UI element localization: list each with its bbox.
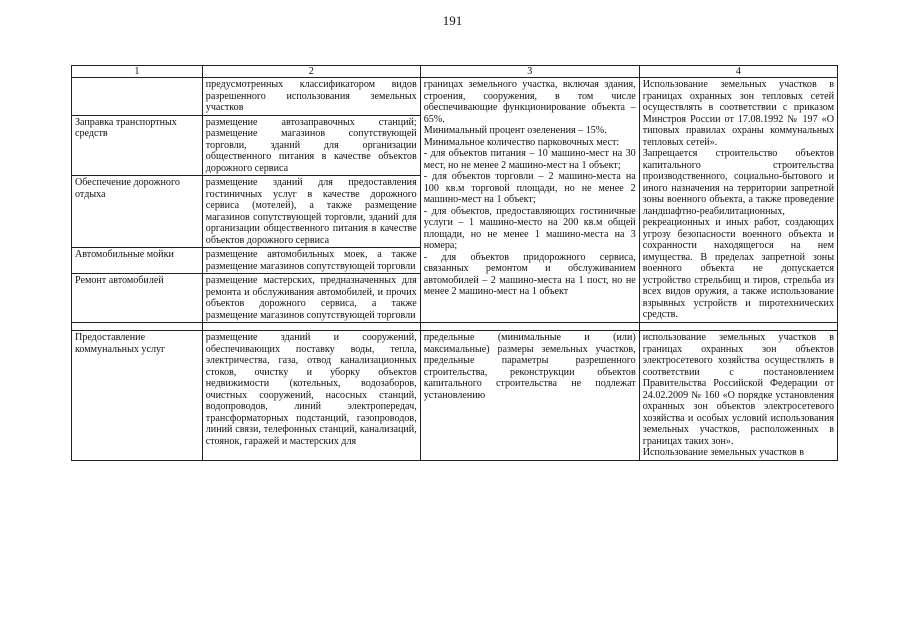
table-row	[72, 331, 838, 461]
column-header: 3	[420, 66, 639, 78]
use-type-name: Автомобильные мойки	[72, 248, 203, 274]
parameter-text: Минимальное количество парковочных мест:	[423, 136, 620, 148]
restriction-text: Использование земельных участков в	[642, 447, 805, 458]
parameter-text: Минимальный процент озеленения – 15%.	[423, 125, 607, 136]
table-row	[72, 78, 838, 116]
parameters-cell: предельные (минимальные и (или) максимальные) размеры земельных участков, предельные параметры разрешенного строительства, реконструкции объектов капитального строительства не подлежат установлению	[420, 331, 639, 461]
restrictions-cell	[639, 331, 837, 461]
use-type-description: размещение зданий и сооружений, обеспечивающих поставку воды, тепла, электричества, газа, отвод канализационных стоков, очистку и уборку объектов недвижимости (котельных, водозаборов, очистных сооружений, насосных станций, водопроводов, линий электропередач, трансформаторных подстанций, газопроводов, линий связи, телефонных станций, канализаций, стоянок, гаражей и мастерских для	[202, 331, 420, 461]
column-header: 2	[202, 66, 420, 78]
use-type-description: размещение зданий для предоставления гостиничных услуг в качестве дорожного сервиса (мотелей), а также размещение магазинов сопутствующей торговли, зданий для организации общественного питания в качестве объектов дорожного сервиса	[202, 176, 420, 248]
use-type-description: размещение автомобильных моек, а также размещение магазинов сопутствующей торговли	[202, 248, 420, 274]
use-type-description: предусмотренных классификатором видов разрешенного использования земельных участков	[202, 78, 420, 116]
use-type-name: Заправка транспортных средств	[72, 115, 203, 176]
parameter-text: - для объектов придорожного сервиса, связанных ремонтом и обслуживанием автомобилей – 2 машино-места на 1 пост, но не менее 2 машино-мест на 1 объект	[423, 251, 636, 297]
parameter-text: - для объектов, предоставляющих гостиничные услуги – 1 машино-место на 200 кв.м общей площади, но не менее 1 машино-места на 3 номера;	[423, 205, 636, 251]
parameter-text: - для объектов торговли – 2 машино-места на 100 кв.м торговой площади, но не менее 2 машино-мест на 1 объект;	[423, 171, 636, 205]
use-type-description: размещение автозаправочных станций; размещение магазинов сопутствующей торговли, зданий для организации общественного питания в качестве объектов дорожного сервиса	[202, 115, 420, 176]
parameter-text: - для объектов питания – 10 машино-мест на 30 мест, но не менее 2 машино-мест на 1 объект;	[423, 148, 636, 171]
parameter-text: границах земельного участка, включая здания, строения, сооружения, в том числе обеспечивающие функционирование объекта – 65%.	[423, 79, 636, 125]
table-header-row	[72, 66, 838, 78]
land-use-table	[71, 65, 838, 461]
use-type-name: Ремонт автомобилей	[72, 274, 203, 323]
restriction-text: использование земельных участков в границах охранных зон объектов электросетевого хозяйства осуществлять в соответствии с постановлением Правительства Российской Федерации от 24.02.2009 № 160 «О порядке установления охранных зон объектов электросетевого хозяйства и особых условий использования земельных участков, расположенных в границах таких зон».	[642, 332, 834, 447]
use-type-name	[72, 78, 203, 116]
column-header: 1	[72, 66, 203, 78]
parameters-cell	[420, 78, 639, 323]
use-type-name: Предоставление коммунальных услуг	[72, 331, 203, 461]
column-header: 4	[639, 66, 837, 78]
use-type-description: размещение мастерских, предназначенных для ремонта и обслуживания автомобилей, и прочих объектов дорожного сервиса, а также размещение магазинов сопутствующей торговли	[202, 274, 420, 323]
page-number: 191	[442, 13, 463, 28]
row-spacer	[72, 323, 838, 331]
restrictions-cell	[639, 78, 837, 323]
restriction-text: Запрещается строительство объектов капитального строительства производственного, социально-бытового и иного назначения на территории запретной зоны военного объекта, а также проведение ландшафтно-реабилитационных, рекреационных и иных работ, создающих угрозу безопасности военного объекта и сохранности находящегося на нем имущества. В пределах запретной зоны военного объекта не допускается устройство стрельбищ и тиров, стрельба из всех видов оружия, а также использование взрывных устройств и пиротехнических средств.	[642, 148, 834, 320]
restriction-text: Использование земельных участков в границах охранных зон тепловых сетей осуществлять в соответствии с приказом Минстроя России от 17.08.1992 № 197 «О типовых правилах охраны коммунальных тепловых сетей».	[642, 79, 834, 148]
use-type-name: Обеспечение дорожного отдыха	[72, 176, 203, 248]
